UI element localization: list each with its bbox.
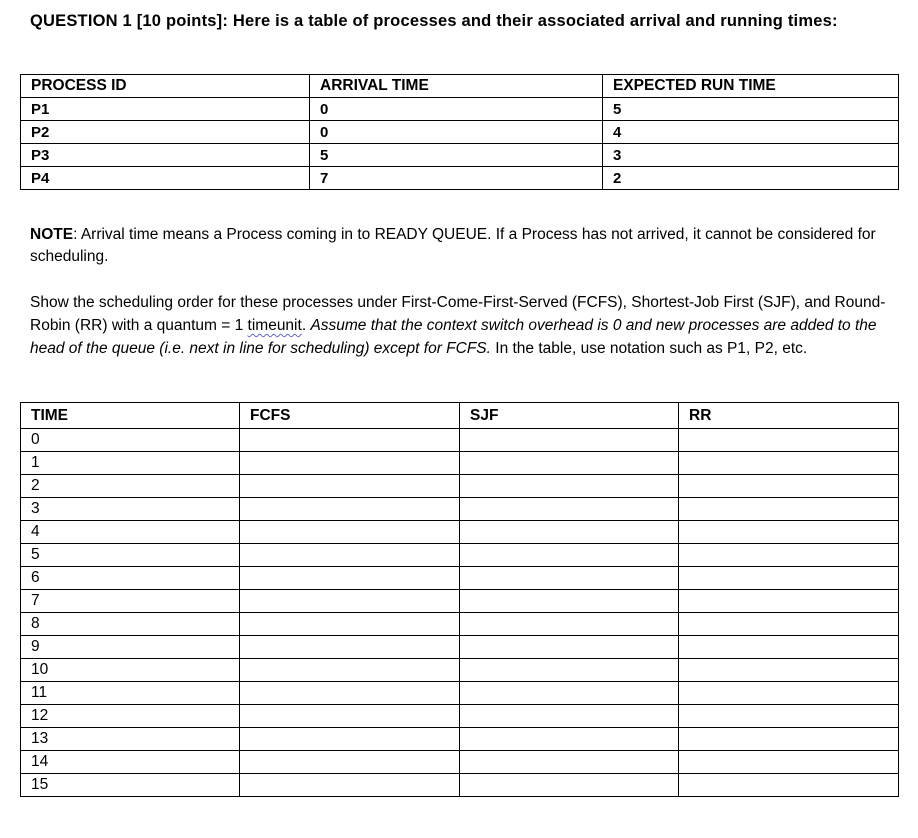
fcfs-cell[interactable] [240, 774, 460, 797]
table-row [21, 98, 899, 121]
rr-cell[interactable] [679, 774, 899, 797]
fcfs-cell[interactable] [240, 567, 460, 590]
sjf-cell[interactable] [460, 705, 679, 728]
run-time-cell: 2 [603, 167, 899, 190]
table-row [21, 590, 899, 613]
sjf-cell[interactable] [460, 475, 679, 498]
time-cell: 3 [21, 498, 240, 521]
rr-cell[interactable] [679, 659, 899, 682]
fcfs-cell[interactable] [240, 521, 460, 544]
run-time-cell: 5 [603, 98, 899, 121]
time-cell: 11 [21, 682, 240, 705]
time-cell: 8 [21, 613, 240, 636]
rr-cell[interactable] [679, 728, 899, 751]
sjf-cell[interactable] [460, 728, 679, 751]
rr-cell[interactable] [679, 567, 899, 590]
schedule-table-body [21, 429, 899, 797]
table-row [21, 659, 899, 682]
sjf-cell[interactable] [460, 613, 679, 636]
time-cell: 13 [21, 728, 240, 751]
time-cell: 15 [21, 774, 240, 797]
process-id-cell: P2 [21, 121, 310, 144]
instructions-paragraph [30, 291, 890, 360]
rr-cell[interactable] [679, 475, 899, 498]
fcfs-cell[interactable] [240, 705, 460, 728]
sjf-cell[interactable] [460, 659, 679, 682]
header-time: TIME [21, 403, 240, 429]
fcfs-cell[interactable] [240, 636, 460, 659]
process-table [20, 74, 899, 190]
note-label: NOTE [30, 226, 74, 243]
sjf-cell[interactable] [460, 498, 679, 521]
table-row [21, 167, 899, 190]
header-process-id: PROCESS ID [21, 75, 310, 98]
fcfs-cell[interactable] [240, 682, 460, 705]
arrival-time-cell: 5 [310, 144, 603, 167]
table-row [21, 774, 899, 797]
time-cell: 6 [21, 567, 240, 590]
run-time-cell: 4 [603, 121, 899, 144]
time-cell: 4 [21, 521, 240, 544]
arrival-time-cell: 0 [310, 121, 603, 144]
sjf-cell[interactable] [460, 521, 679, 544]
table-row [21, 521, 899, 544]
time-cell: 9 [21, 636, 240, 659]
fcfs-cell[interactable] [240, 475, 460, 498]
time-cell: 12 [21, 705, 240, 728]
fcfs-cell[interactable] [240, 452, 460, 475]
spellcheck-word: timeunit [247, 317, 302, 334]
note-paragraph [30, 224, 890, 268]
table-row [21, 751, 899, 774]
rr-cell[interactable] [679, 636, 899, 659]
time-cell: 10 [21, 659, 240, 682]
rr-cell[interactable] [679, 498, 899, 521]
question-label: QUESTION 1 [10 points]: [30, 12, 229, 30]
rr-cell[interactable] [679, 521, 899, 544]
table-row [21, 544, 899, 567]
instructions-tail: In the table, use notation such as P1, P2, etc. [490, 340, 808, 357]
fcfs-cell[interactable] [240, 498, 460, 521]
time-cell: 7 [21, 590, 240, 613]
rr-cell[interactable] [679, 429, 899, 452]
process-id-cell: P1 [21, 98, 310, 121]
sjf-cell[interactable] [460, 682, 679, 705]
note-text: : Arrival time means a Process coming in to READY QUEUE. If a Process has not arrived, it cannot be considered for scheduling. [30, 226, 876, 265]
sjf-cell[interactable] [460, 544, 679, 567]
question-heading [30, 10, 890, 32]
table-row [21, 121, 899, 144]
process-id-cell: P3 [21, 144, 310, 167]
rr-cell[interactable] [679, 682, 899, 705]
rr-cell[interactable] [679, 705, 899, 728]
table-row [21, 705, 899, 728]
instructions-text: Show the scheduling order for these processes under First-Come-First-Served (FCFS), Shortest-Job First (SJF), and Round-Robin (RR) with a quantum = 1 [30, 294, 886, 334]
table-row [21, 567, 899, 590]
arrival-time-cell: 7 [310, 167, 603, 190]
process-id-cell: P4 [21, 167, 310, 190]
table-row [21, 452, 899, 475]
process-table-header [21, 75, 899, 98]
rr-cell[interactable] [679, 544, 899, 567]
instructions-italic: Assume that the context switch overhead is 0 and new processes are added to the head of the queue (i.e. next in line for scheduling) except for FCFS. [30, 317, 877, 357]
time-cell: 2 [21, 475, 240, 498]
header-sjf: SJF [460, 403, 679, 429]
table-row [21, 498, 899, 521]
sjf-cell[interactable] [460, 429, 679, 452]
sjf-cell[interactable] [460, 774, 679, 797]
sjf-cell[interactable] [460, 452, 679, 475]
header-arrival-time: ARRIVAL TIME [310, 75, 603, 98]
fcfs-cell[interactable] [240, 728, 460, 751]
header-expected-run-time: EXPECTED RUN TIME [603, 75, 899, 98]
rr-cell[interactable] [679, 613, 899, 636]
table-row [21, 429, 899, 452]
instructions-punct: . [301, 317, 311, 334]
schedule-table-header [21, 403, 899, 429]
fcfs-cell[interactable] [240, 590, 460, 613]
sjf-cell[interactable] [460, 567, 679, 590]
header-rr: RR [679, 403, 899, 429]
schedule-table [20, 402, 899, 797]
time-cell: 14 [21, 751, 240, 774]
table-row [21, 144, 899, 167]
rr-cell[interactable] [679, 590, 899, 613]
sjf-cell[interactable] [460, 751, 679, 774]
time-cell: 0 [21, 429, 240, 452]
header-fcfs: FCFS [240, 403, 460, 429]
time-cell: 1 [21, 452, 240, 475]
time-cell: 5 [21, 544, 240, 567]
fcfs-cell[interactable] [240, 751, 460, 774]
table-row [21, 636, 899, 659]
sjf-cell[interactable] [460, 636, 679, 659]
table-row [21, 682, 899, 705]
table-row [21, 613, 899, 636]
fcfs-cell[interactable] [240, 544, 460, 567]
table-row [21, 475, 899, 498]
question-text: Here is a table of processes and their associated arrival and running times: [228, 12, 838, 30]
run-time-cell: 3 [603, 144, 899, 167]
arrival-time-cell: 0 [310, 98, 603, 121]
table-row [21, 728, 899, 751]
fcfs-cell[interactable] [240, 613, 460, 636]
fcfs-cell[interactable] [240, 429, 460, 452]
fcfs-cell[interactable] [240, 659, 460, 682]
rr-cell[interactable] [679, 751, 899, 774]
sjf-cell[interactable] [460, 590, 679, 613]
rr-cell[interactable] [679, 452, 899, 475]
